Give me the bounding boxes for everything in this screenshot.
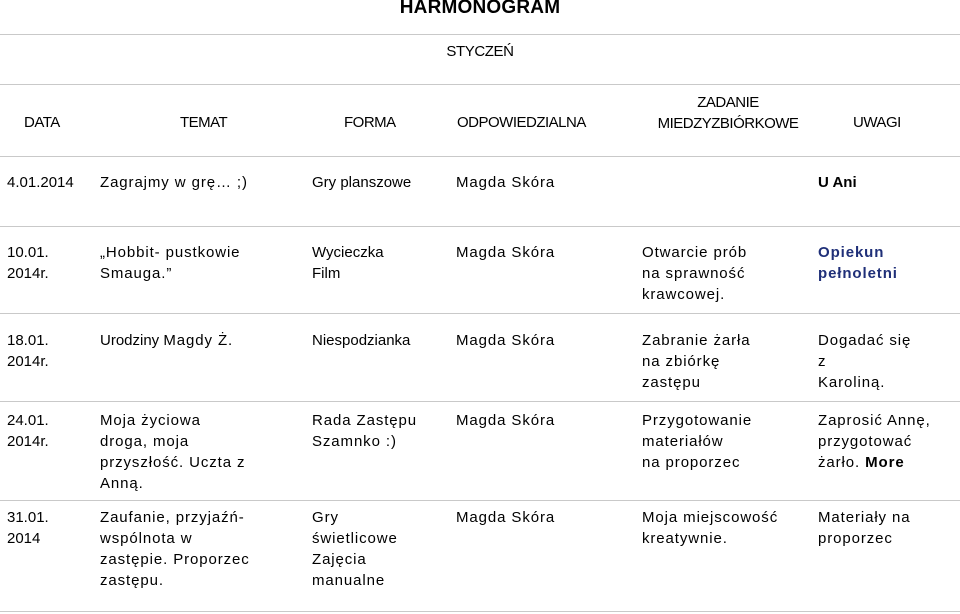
row-divider	[0, 401, 960, 402]
row-2-forma: Wycieczka Film	[312, 244, 384, 282]
row-3-temat-part1: Urodziny	[100, 332, 164, 349]
header-data: DATA	[24, 114, 60, 131]
header-temat: TEMAT	[180, 114, 228, 131]
row-1-odpowiedzialna: Magda Skóra	[456, 174, 556, 191]
row-2-uwagi: Opiekun pełnoletni	[818, 244, 898, 282]
row-5-temat: Zaufanie, przyjaźń- wspólnota w zastępie. Proporzec zastępu.	[100, 509, 250, 589]
row-divider	[0, 84, 960, 85]
row-3-data: 18.01. 2014r.	[7, 332, 49, 370]
row-divider	[0, 34, 960, 35]
row-4-uwagi-text: Zaprosić Annę, przygotować żarło.	[818, 412, 931, 471]
row-5-forma: Gry świetlicowe Zajęcia manualne	[312, 509, 398, 589]
header-zadanie	[654, 92, 802, 134]
row-5-odpowiedzialna: Magda Skóra	[456, 509, 556, 526]
header-uwagi: UWAGI	[853, 114, 901, 131]
row-2-odpowiedzialna: Magda Skóra	[456, 244, 556, 261]
row-divider	[0, 226, 960, 227]
row-4-temat: Moja życiowa droga, moja przyszłość. Uczta z Anną.	[100, 412, 246, 492]
row-5-uwagi: Materiały na proporzec	[818, 509, 911, 547]
row-2-temat: „Hobbit- pustkowie Smauga.”	[100, 244, 241, 282]
row-2-data: 10.01. 2014r.	[7, 244, 49, 282]
row-3-forma: Niespodzianka	[312, 332, 411, 349]
row-1-forma: Gry planszowe	[312, 174, 412, 191]
row-4-uwagi-more: More	[865, 454, 905, 471]
row-1-data: 4.01.2014	[7, 174, 74, 191]
row-3-odpowiedzialna: Magda Skóra	[456, 332, 556, 349]
header-zadanie-line1: ZADANIE	[697, 94, 759, 111]
row-3-temat-part2: Magdy Ż.	[163, 332, 234, 349]
header-zadanie-line2: MIEDZYZBIÓRKOWE	[657, 115, 799, 132]
row-3-temat	[100, 330, 233, 351]
header-odpowiedzialna: ODPOWIEDZIALNA	[457, 114, 586, 131]
row-4-zadanie: Przygotowanie materiałów na proporzec	[642, 412, 753, 471]
row-3-zadanie: Zabranie żarła na zbiórkę zastępu	[642, 332, 751, 391]
row-divider	[0, 156, 960, 157]
row-divider	[0, 611, 960, 612]
month-label: STYCZEŃ	[446, 43, 514, 60]
document-title: HARMONOGRAM	[399, 0, 561, 18]
row-divider	[0, 313, 960, 314]
row-3-uwagi: Dogadać się z Karoliną.	[818, 332, 912, 391]
row-4-odpowiedzialna: Magda Skóra	[456, 412, 556, 429]
row-divider	[0, 500, 960, 501]
row-5-data: 31.01. 2014	[7, 509, 49, 547]
row-5-zadanie: Moja miejscowość kreatywnie.	[642, 509, 779, 547]
row-4-forma: Rada Zastępu Szamnko :)	[312, 412, 418, 450]
row-2-zadanie: Otwarcie prób na sprawność krawcowej.	[642, 244, 748, 303]
header-forma: FORMA	[344, 114, 396, 131]
row-1-temat: Zagrajmy w grę… ;)	[100, 174, 248, 191]
row-4-data: 24.01. 2014r.	[7, 412, 49, 450]
row-1-uwagi: U Ani	[818, 174, 857, 191]
row-4-uwagi	[818, 410, 931, 473]
